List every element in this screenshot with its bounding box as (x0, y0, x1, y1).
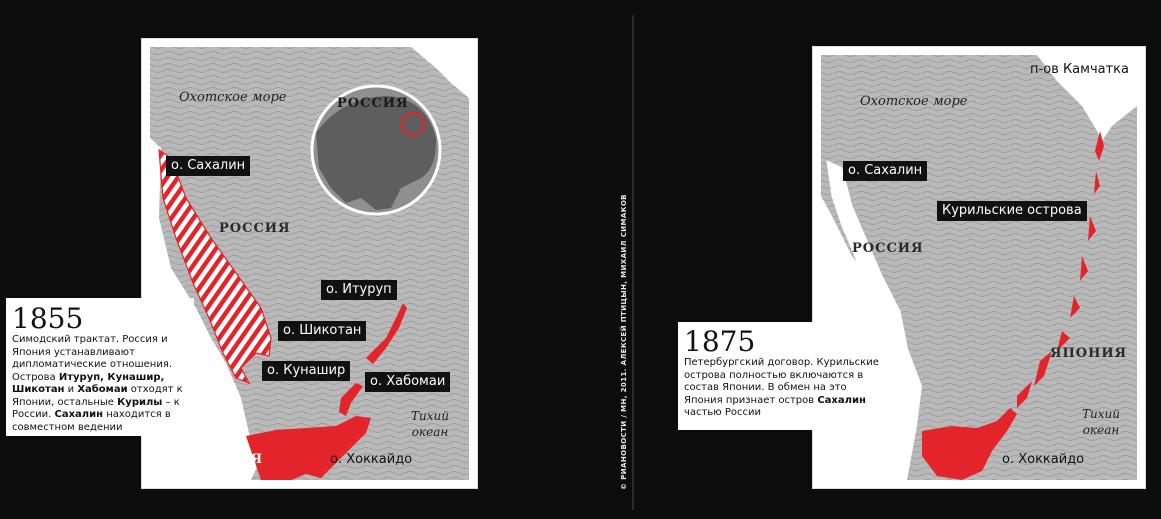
sea-label: Охотское море (179, 90, 287, 105)
caption-bold: Хабомаи (77, 384, 128, 395)
caption-year: 1875 (684, 325, 756, 358)
sakhalin-tag: о. Сахалин (166, 156, 250, 176)
caption-bold: Курилы (117, 396, 163, 408)
caption-text: Симодский трактат. Россия и Япония устанавливают дипломатические отношения. Острова (12, 334, 173, 383)
ocean-label (1082, 406, 1120, 438)
russia-label: РОССИЯ (219, 221, 291, 236)
inset-country-label: РОССИЯ (337, 96, 409, 111)
habomai-tag: о. Хабомаи (365, 372, 450, 392)
ocean-label-line2: океан (1082, 423, 1120, 437)
japan-label: ЯПОНИЯ (186, 452, 264, 467)
ocean-label-line1: Тихий (1082, 407, 1120, 421)
shikotan-tag: о. Шикотан (278, 321, 366, 341)
iturup-tag: о. Итуруп (321, 280, 397, 300)
caption-text: находится в совместном ведении (12, 409, 171, 433)
caption-1875 (678, 322, 884, 430)
caption-text: – к России. (12, 396, 180, 420)
ocean-label (411, 408, 449, 440)
caption-bold: Сахалин (817, 394, 866, 406)
panel-divider (632, 15, 634, 510)
kunashir-tag: о. Кунашир (262, 361, 350, 381)
ocean-label-line1: Тихий (411, 409, 449, 423)
japan-label: ЯПОНИЯ (1050, 346, 1128, 361)
kamchatka-label: п-ов Камчатка (1030, 62, 1129, 77)
kurils-tag: Курильские острова (937, 201, 1087, 221)
caption-bold: Итуруп, Кунашир, Шикотан (12, 371, 165, 395)
caption-bold: Сахалин (54, 409, 104, 420)
caption-year: 1855 (12, 302, 84, 335)
hokkaido-label: о. Хоккайдо (330, 452, 413, 467)
caption-text: частью России (684, 407, 761, 418)
caption-text: и (64, 384, 78, 395)
sea-label: Охотское море (860, 94, 968, 109)
credit-text: © РИАНОВОСТИ / МН, 2011. АЛЕКСЕЙ ПТИЦЫН, МИХАИЛ СИМАКОВ (620, 194, 628, 490)
ocean-label-line2: океан (411, 425, 449, 439)
caption-text: Петербургский договор. Курильские острова полностью включаются в состав Японии. В обмен на это Япония признает остров (684, 357, 879, 406)
sakhalin-tag: о. Сахалин (843, 161, 927, 181)
caption-1855 (6, 298, 194, 436)
russia-label: РОССИЯ (852, 241, 924, 256)
hokkaido-label: о. Хоккайдо (1002, 452, 1085, 467)
caption-text: отходят к Японии, остальные (12, 384, 183, 408)
